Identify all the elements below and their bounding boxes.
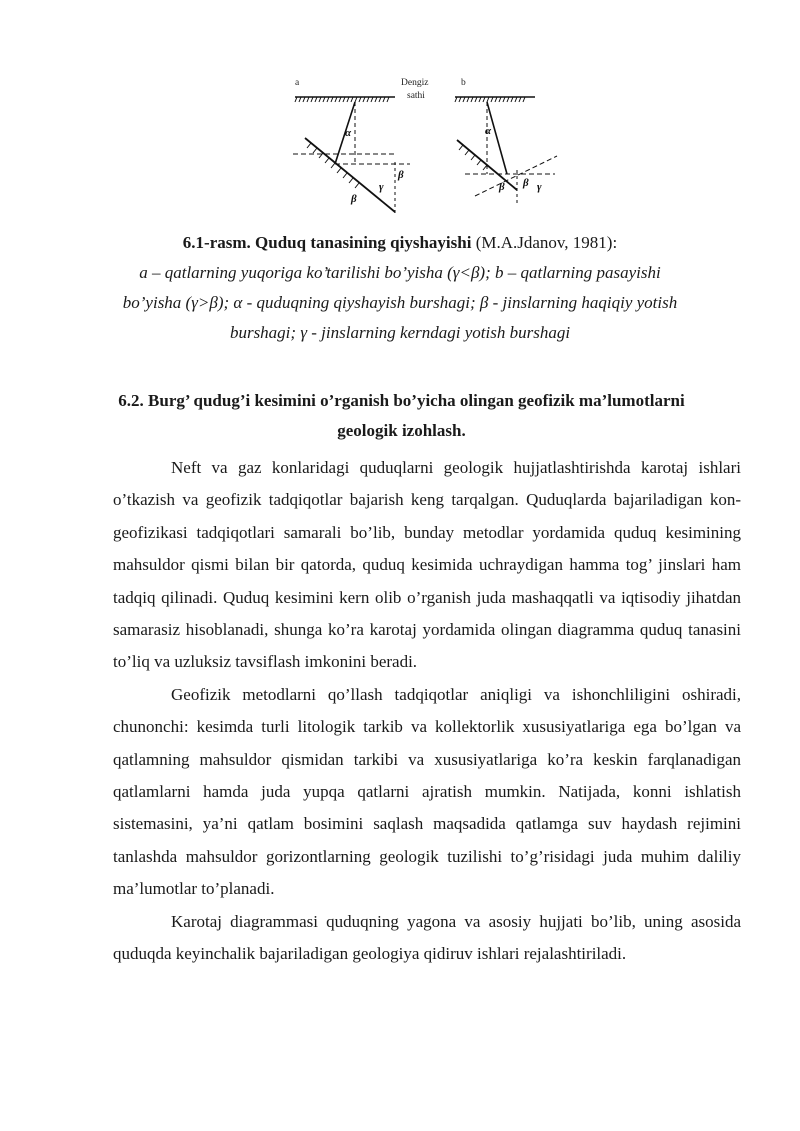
paragraph-2: Geofizik metodlarni qo’llash tadqiqotlar aniqligi va ishonchliligini oshiradi, chunonchi: kesimda turli litologik tarkib va kollektorlik xususiyatlariga ega bo’lgan va qatlamning mahsuldor qismidan tarkibi va xususiyatlariga ko’ra keskin farqlanadigan qatlamlarni hamda juda yupqa qatlarni ajratish mumkin. Natijada, konni ishlatish sistemasini, ya’ni qatlam bosimini saqlash maqsadida qatlamga suv haydash rejimini tanlashda mahsuldor gorizontlarning geologik tuzilishi to’g’risidagi juda muhim daliliy ma’lumotlar to’planadi. xyxy=(113,684,741,899)
beta-b-left: β xyxy=(499,181,505,193)
alpha-a: α xyxy=(345,127,352,139)
gamma-a: γ xyxy=(379,181,384,193)
section-heading-line1: 6.2. Burg’ qudug’i kesimini o’rganish bo’yicha olingan geofizik ma’lumotlarni xyxy=(118,391,685,410)
paragraph-3: Karotaj diagrammasi quduqning yagona va asosiy hujjati bo’lib, uning asosida quduqda keyinchalik bajariladigan geologiya qidiruv ishlari rejalashtiriladi. xyxy=(113,911,741,964)
section-heading xyxy=(113,386,690,446)
alpha-b: α xyxy=(485,125,492,137)
caption-title: Quduq tanasining qiyshayishi xyxy=(255,233,472,252)
label-a: a xyxy=(295,78,300,88)
caption-line-1: a – qatlarning yuqoriga ko’tarilishi bo’yisha (γ<β); b – qatlarning pasayishi xyxy=(139,263,661,282)
figure-caption-legend xyxy=(100,258,700,348)
beta-a-bottom: β xyxy=(351,193,357,205)
paragraph-1: Neft va gaz konlaridagi quduqlarni geologik hujjatlashtirishda karotaj ishlari o’tkazish va geofizik tadqiqotlar bajarish keng tarqalgan. Quduqlarda bajariladigan kon-geofizikasi tadqiqotlari samarali bo’lib, bunday metodlar yordamida quduq kesimining mahsuldor qismi bilan bir qatorda, quduq kesimida uchraydigan hamma tog’ jinslari ham tadqiq qilinadi. Quduq kesimini kern olib o’rganish juda mashaqqatli va iqtisodiy jihatdan samarasiz hisoblanadi, shunga ko’ra karotaj yordamida olingan diagramma quduq tanasini to’liq va uzluksiz tavsiflash imkonini beradi. xyxy=(113,458,741,672)
bed-a xyxy=(305,138,395,212)
gamma-b: γ xyxy=(537,181,542,193)
well-deviation-diagram xyxy=(285,74,575,216)
body-text xyxy=(113,452,741,971)
bed-hatch-a xyxy=(307,143,359,188)
sea-level-line2: sathi xyxy=(407,91,425,101)
sea-level-line1: Dengiz xyxy=(401,78,429,88)
label-b: b xyxy=(461,78,466,88)
caption-line-3: burshagi; γ - jinslarning kerndagi yotish burshagi xyxy=(229,323,571,342)
bed-hatch-b xyxy=(459,145,487,170)
beta-b-right: β xyxy=(523,177,529,189)
well-deviation-figure xyxy=(285,74,575,216)
caption-line-2: bo’yisha (γ>β); α - quduqning qiyshayish burshagi; β - jinslarning haqiqiy yotish xyxy=(122,293,678,312)
beta-a-right: β xyxy=(398,169,404,181)
figure-caption-title xyxy=(100,228,700,258)
section-heading-line2: geologik izohlash. xyxy=(337,421,466,440)
caption-source: (M.A.Jdanov, 1981): xyxy=(475,233,618,252)
well-axis-b xyxy=(487,102,507,174)
caption-number: 6.1-rasm. xyxy=(182,233,251,252)
